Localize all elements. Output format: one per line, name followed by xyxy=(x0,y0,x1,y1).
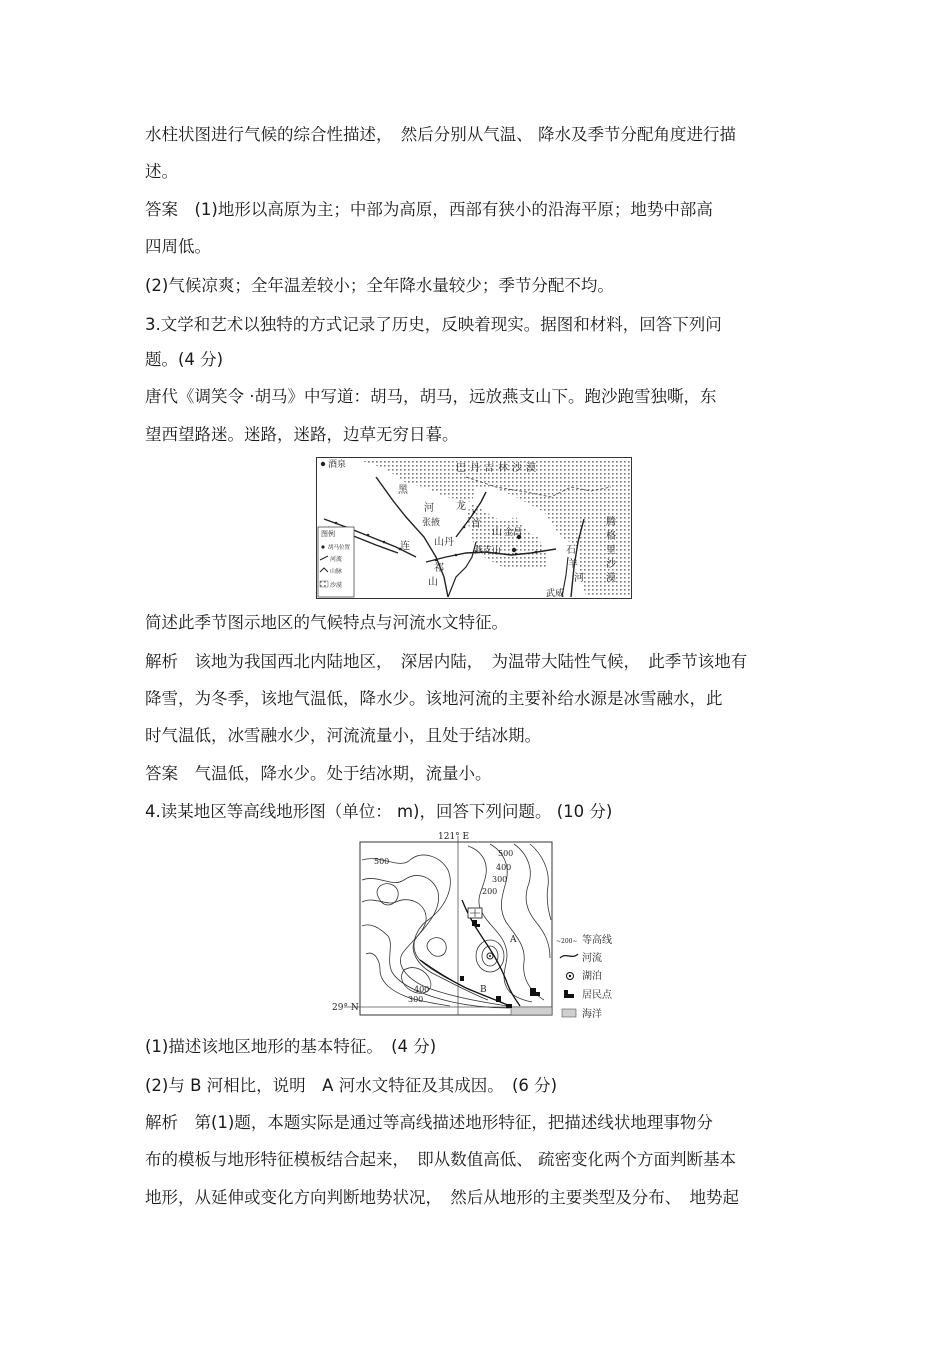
svg-text:腾: 腾 xyxy=(606,517,616,528)
svg-text:湖泊: 湖泊 xyxy=(582,971,602,982)
svg-text:200: 200 xyxy=(482,887,498,896)
svg-text:图例: 图例 xyxy=(321,530,335,538)
shou-label: 首 xyxy=(471,519,481,530)
text-line: (2)气候凉爽；全年温差较小；全年降水量较少；季节分配不均。 xyxy=(145,276,614,295)
svg-text:~200~: ~200~ xyxy=(556,938,578,945)
text-line: 望西望路迷。迷路，迷路，边草无穷日暮。 xyxy=(145,425,459,444)
text-line: 地形，从延伸或变化方向判断地势状况， 然后从地形的主要类型及分布、 地势起 xyxy=(145,1188,739,1207)
answer-line: 答案 气温低，降水少。处于结冰期，流量小。 xyxy=(145,764,492,783)
yanzhishan-dot xyxy=(512,548,516,552)
hexi-map-figure xyxy=(316,457,632,599)
jiuquan-dot xyxy=(321,462,325,466)
he2-label: 河 xyxy=(574,573,584,584)
question-line: 4.读某地区等高线地形图（单位： m)，回答下列问题。 (10 分) xyxy=(145,802,613,821)
svg-text:格: 格 xyxy=(606,531,616,542)
svg-text:400: 400 xyxy=(414,985,430,994)
svg-text:胡马位置: 胡马位置 xyxy=(328,545,351,551)
zhangye-label: 张掖 xyxy=(422,518,441,528)
shandan-label: 山丹 xyxy=(434,537,454,548)
shi-label: 石 xyxy=(566,545,576,556)
lian-label: 连 xyxy=(400,541,410,552)
contour-map xyxy=(330,830,620,1022)
sea-area xyxy=(511,1007,552,1015)
badain-jaran-label: 巴丹吉林沙漠 xyxy=(456,463,540,474)
svg-text:河流: 河流 xyxy=(330,556,343,563)
he-label: 河 xyxy=(424,503,434,514)
svg-text:里: 里 xyxy=(606,545,616,556)
qi-label: 祁 xyxy=(434,563,444,574)
text-line: 四周低。 xyxy=(145,237,211,256)
text-line: 水柱状图进行气候的综合性描述， 然后分别从气温、 降水及季节分配角度进行描 xyxy=(145,125,736,144)
text-line: 时气温低，冰雪融水少，河流流量小，且处于结冰期。 xyxy=(145,726,541,745)
hei-label: 黑 xyxy=(398,485,408,496)
text-line: 布的模板与地形特征模板结合起来， 即从数值高低、 疏密变化两个方面判断基本 xyxy=(145,1150,736,1169)
question-line: 3.文学和艺术以独特的方式记录了历史，反映着现实。据图和材料，回答下列问 xyxy=(145,315,722,334)
svg-text:河流: 河流 xyxy=(582,953,602,964)
question-line: (2)与 B 河相比，说明 A 河水文特征及其成因。 (6 分) xyxy=(145,1076,558,1095)
text-line: 题。(4 分) xyxy=(145,350,224,369)
svg-text:沙: 沙 xyxy=(606,559,616,570)
tengger-label xyxy=(606,516,617,584)
yanzhishan-label: 燕支山 xyxy=(474,546,502,556)
contour-map-figure xyxy=(330,830,620,1022)
svg-text:300: 300 xyxy=(408,995,424,1004)
analysis-line: 解析 第(1)题，本题实际是通过等高线描述地形特征，把描述线状地理事物分 xyxy=(145,1113,713,1132)
svg-text:居民点: 居民点 xyxy=(582,990,612,1001)
svg-text:山脉: 山脉 xyxy=(330,568,343,575)
question-line: (1)描述该地区地形的基本特征。 (4 分) xyxy=(145,1037,437,1056)
answer-line: 答案 (1)地形以高原为主；中部为高原，西部有狭小的沿海平原；地势中部高 xyxy=(145,200,713,219)
svg-text:漠: 漠 xyxy=(606,573,616,584)
shan2-label: 山 xyxy=(428,577,438,588)
text-line: 述。 xyxy=(145,162,178,181)
svg-text:沙漠: 沙漠 xyxy=(330,582,343,589)
long-label: 龙 xyxy=(456,501,466,512)
shan-label: 山 xyxy=(492,527,502,538)
text-line: 降雪，为冬季，该地气温低，降水少。该地河流的主要补给水源是冰雪融水，此 xyxy=(145,689,723,708)
svg-text:等高线: 等高线 xyxy=(582,935,612,946)
question-line: 简述此季节图示地区的气候特点与河流水文特征。 xyxy=(145,613,508,632)
jiuquan-label: 酒泉 xyxy=(328,460,347,470)
svg-text:400: 400 xyxy=(496,863,512,872)
hexi-map xyxy=(316,457,632,599)
wuwei-label: 武威 xyxy=(546,589,565,599)
analysis-line: 解析 该地为我国西北内陆地区， 深居内陆， 为温带大陆性气候， 此季节该地有 xyxy=(145,652,748,671)
text-line: 唐代《调笑令 ·胡马》中写道：胡马，胡马，远放燕支山下。跑沙跑雪独嘶，东 xyxy=(145,387,717,406)
label-a: A xyxy=(510,935,517,945)
latitude-label: 29° N xyxy=(332,1003,359,1013)
label-b: B xyxy=(480,985,487,995)
jinchang-label: 金昌 xyxy=(504,528,523,538)
hexi-map-legend xyxy=(318,527,354,597)
svg-text:500: 500 xyxy=(374,857,390,866)
longitude-label: 121° E xyxy=(438,832,470,842)
svg-text:海洋: 海洋 xyxy=(582,1009,602,1020)
yang-label: 羊 xyxy=(568,559,578,570)
svg-text:500: 500 xyxy=(498,849,514,858)
svg-text:300: 300 xyxy=(492,875,508,884)
